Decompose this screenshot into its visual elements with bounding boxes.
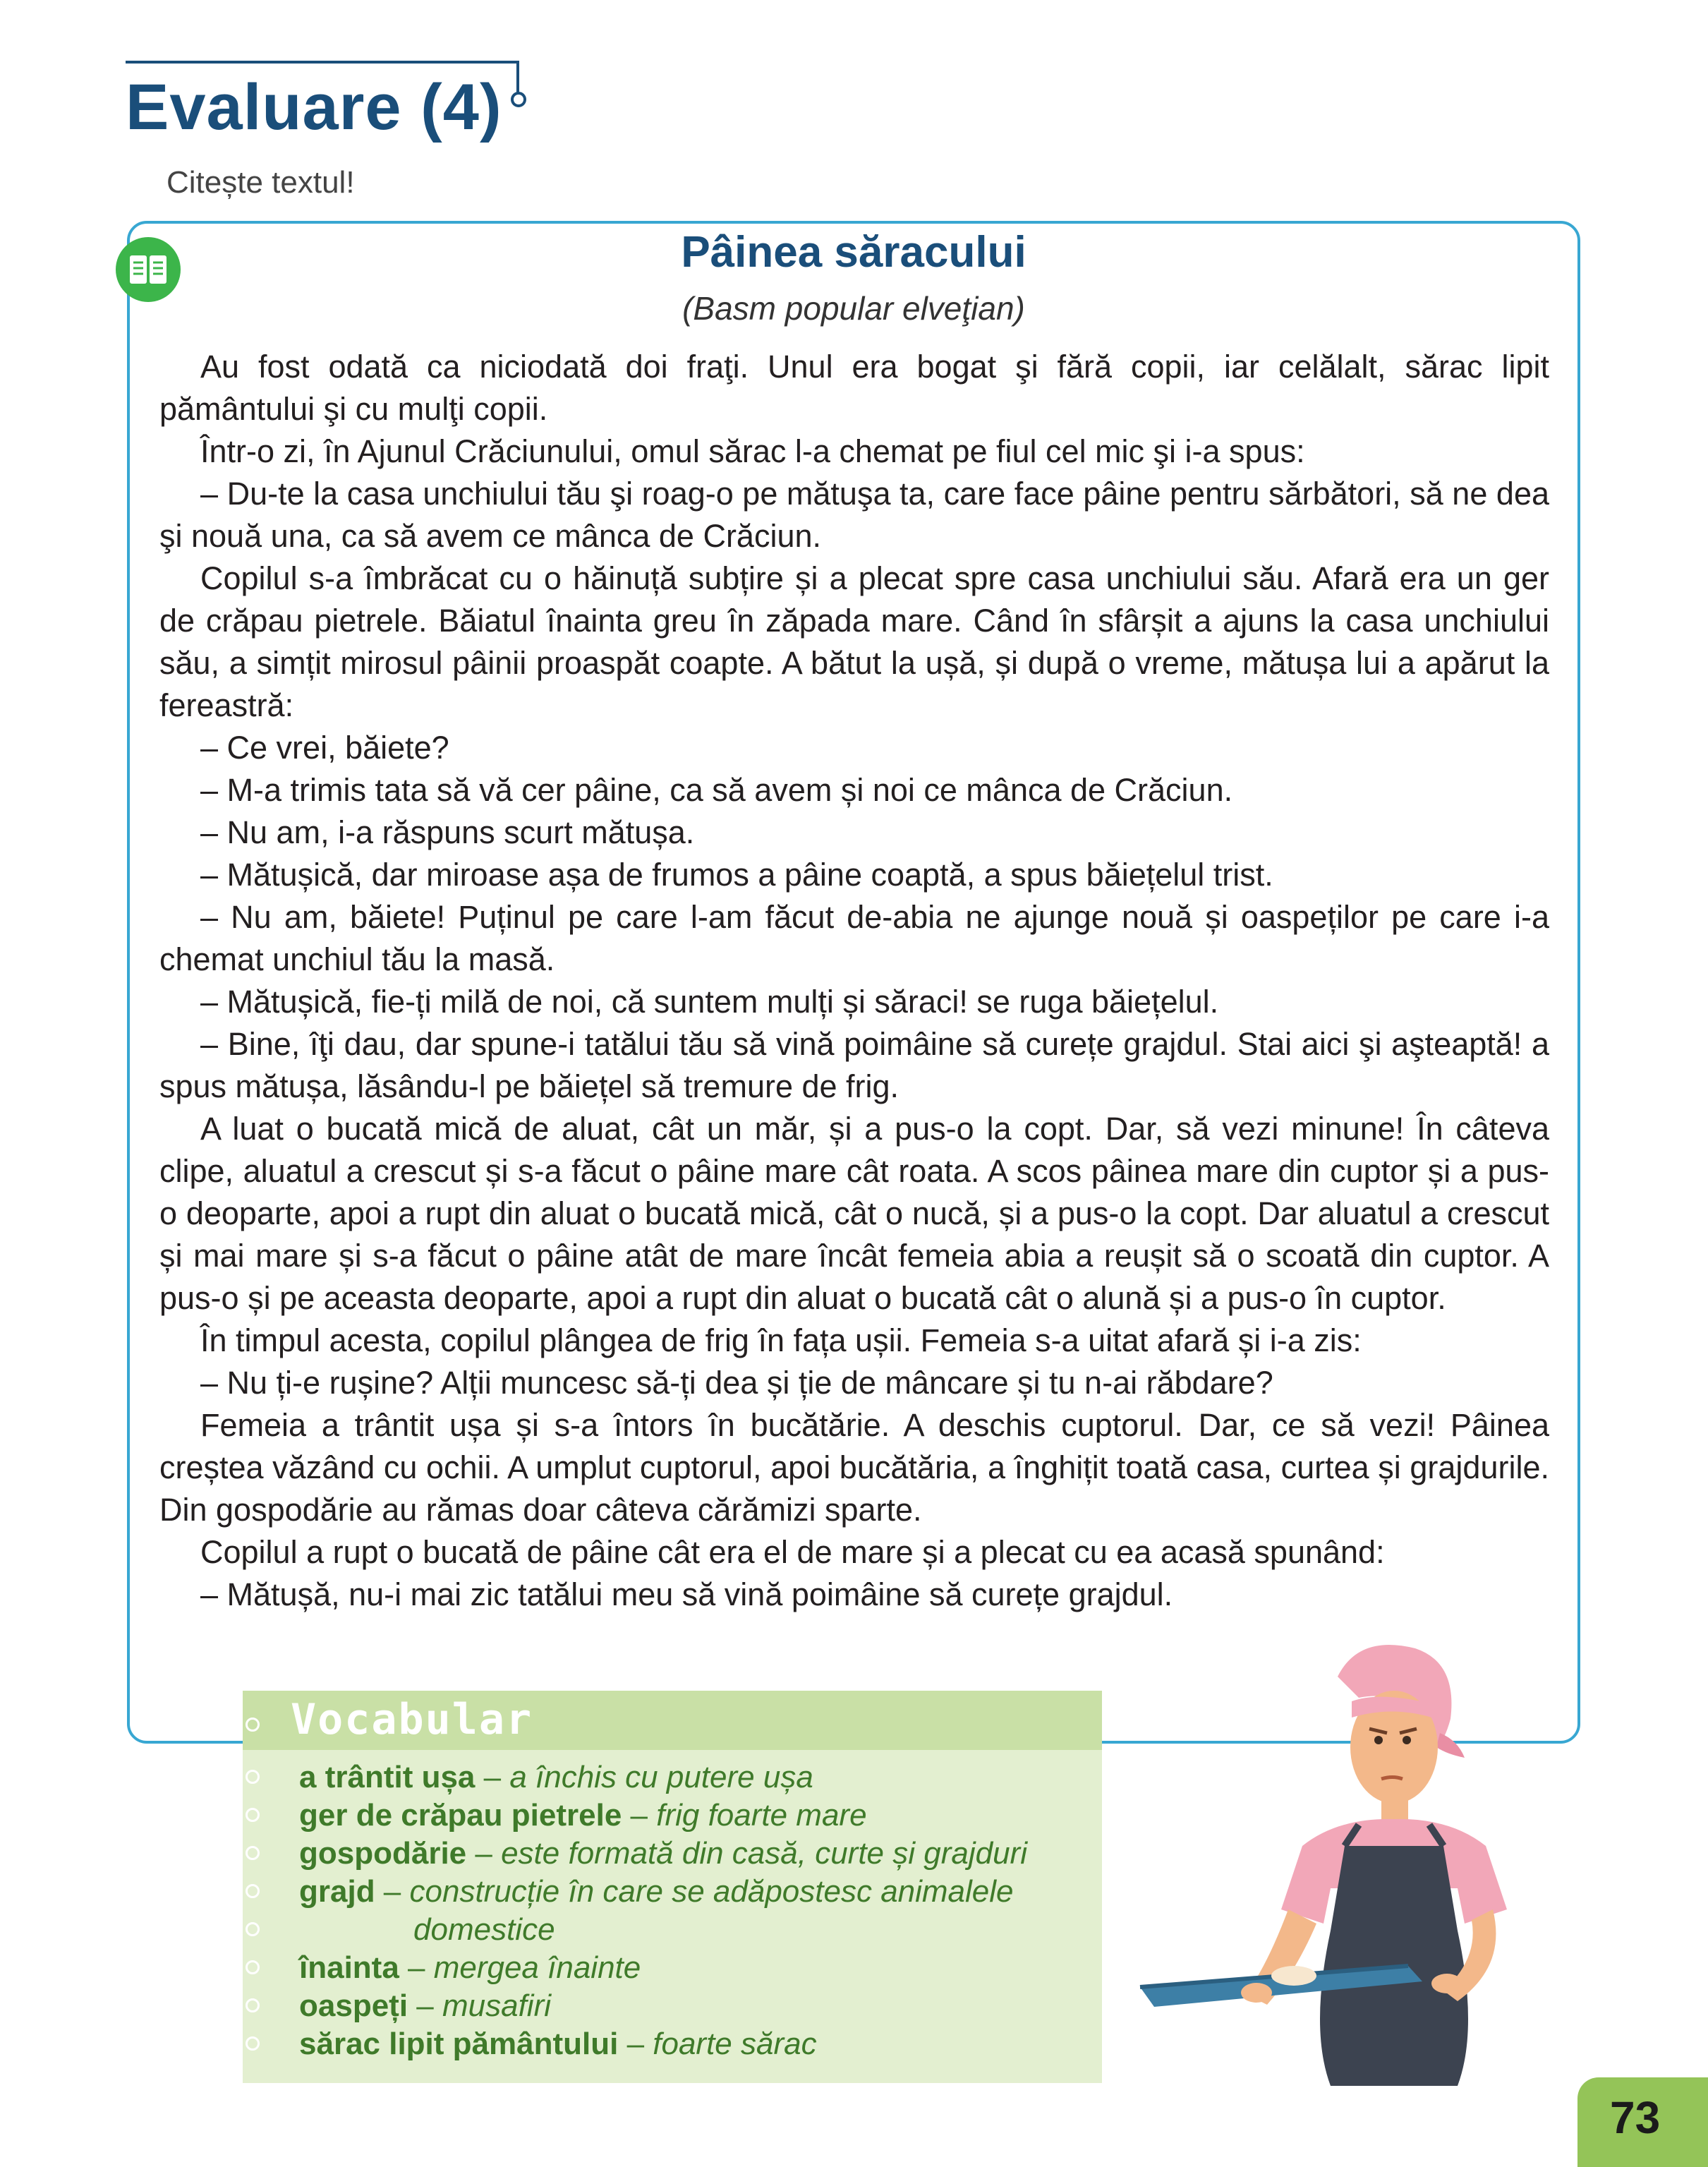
story-paragraph: – Bine, îţi dau, dar spune-i tatălui tău să vină poimâine să curețe grajdul. Stai aici şi aşteaptă! a spus mătușa, lăsându-l pe băiețel să tremure de frig. <box>159 1026 1549 1104</box>
ring-icon <box>246 2036 260 2051</box>
vocab-definition-continued: domestice <box>413 1912 555 1947</box>
story-paragraph: – Nu am, i-a răspuns scurt mătușa. <box>200 814 695 850</box>
vocab-definition: frig foarte mare <box>656 1798 867 1833</box>
ring-icon <box>246 1922 260 1936</box>
story-paragraph: – Du-te la casa unchiului tău şi roag-o pe mătuşa ta, care face pâine pentru sărbători, să ne dea şi nouă una, ca să avem ce mânca de Crăciun. <box>159 476 1549 554</box>
vocabulary-item: grajd – construcție în care se adăpostesc animalele domestice <box>299 1873 1027 1949</box>
vocabulary-item: gospodărie – este formată din casă, curte și grajduri <box>299 1836 1027 1871</box>
vocabulary-item: înainta – mergea înainte <box>299 1950 641 1985</box>
ring-icon <box>246 1960 260 1974</box>
vocabulary-item: ger de crăpau pietrele – frig foarte mare <box>299 1798 867 1833</box>
vocabulary-header <box>243 1691 1102 1750</box>
vocab-definition: musafiri <box>442 1988 551 2023</box>
ring-icon <box>246 1770 260 1784</box>
story-paragraph: – M-a trimis tata să vă cer pâine, ca să avem și noi ce mânca de Crăciun. <box>200 772 1233 808</box>
vocabulary-item: oaspeți – musafiri <box>299 1988 551 2023</box>
page-number-tab <box>1577 2077 1708 2167</box>
vocab-definition: construcție în care se adăpostesc animalele <box>409 1874 1014 1909</box>
vocab-term: înainta <box>299 1950 399 1985</box>
story-paragraph: – Mătușă, nu-i mai zic tatălui meu să vină poimâine să curețe grajdul. <box>200 1576 1173 1612</box>
story-paragraph: – Mătușică, dar miroase așa de frumos a pâine coaptă, a spus băiețelul trist. <box>200 857 1273 893</box>
story-text <box>159 346 1549 1616</box>
story-paragraph: Copilul a rupt o bucată de pâine cât era el de mare și a plecat cu ea acasă spunând: <box>200 1534 1385 1570</box>
ring-icon <box>246 1718 260 1732</box>
page-number: 73 <box>1610 2092 1661 2143</box>
story-paragraph: În timpul acesta, copilul plângea de frig în fața ușii. Femeia s-a uitat afară și i-a zis: <box>200 1322 1362 1358</box>
baker-woman-illustration <box>1126 1634 1542 2086</box>
page-title: Evaluare (4) <box>126 71 502 143</box>
story-paragraph: Au fost odată ca niciodată doi fraţi. Unul era bogat şi fără copii, iar celălalt, sărac lipit pământului şi cu mulţi copii. <box>159 349 1549 427</box>
vocab-term: a trântit ușa <box>299 1760 476 1794</box>
title-rule-dot <box>511 92 526 107</box>
story-paragraph: – Nu ți-e rușine? Alții muncesc să-ți dea și ție de mâncare și tu n-ai răbdare? <box>200 1365 1273 1401</box>
story-paragraph: – Nu am, băiete! Puținul pe care l-am făcut de-abia ne ajunge nouă și oaspeților pe care i-a chemat unchiul tău la masă. <box>159 899 1549 977</box>
vocab-term: gospodărie <box>299 1836 467 1871</box>
story-paragraph: – Mătușică, fie-ți milă de noi, că suntem mulți și săraci! se ruga băiețelul. <box>200 984 1219 1020</box>
story-paragraph: Într-o zi, în Ajunul Crăciunului, omul sărac l-a chemat pe fiul cel mic şi i-a spus: <box>200 433 1305 469</box>
vocabulary-heading: Vocabular <box>291 1695 533 1744</box>
story-subtitle: (Basm popular elveţian) <box>682 290 1025 327</box>
vocab-definition: mergea înainte <box>433 1950 641 1985</box>
ring-icon <box>246 1846 260 1860</box>
title-rule <box>126 61 519 64</box>
vocabulary-panel <box>243 1750 1102 2083</box>
ring-icon <box>246 1998 260 2012</box>
vocab-term: oaspeți <box>299 1988 408 2023</box>
vocab-definition: este formată din casă, curte și grajduri <box>501 1836 1027 1871</box>
ring-icon <box>246 1884 260 1898</box>
story-paragraph: – Ce vrei, băiete? <box>200 730 449 766</box>
vocab-definition: a închis cu putere ușa <box>509 1760 813 1794</box>
ring-icon <box>246 1808 260 1822</box>
vocab-term: ger de crăpau pietrele <box>299 1798 622 1833</box>
story-title: Pâinea săracului <box>681 228 1026 277</box>
vocabulary-list <box>299 1758 1027 2063</box>
title-rule-drop <box>516 61 519 93</box>
vocab-term: grajd <box>299 1874 375 1909</box>
vocabulary-item: a trântit ușa – a închis cu putere ușa <box>299 1760 813 1794</box>
story-paragraph: Femeia a trântit ușa și s-a întors în bucătărie. A deschis cuptorul. Dar, ce să vezi! Pâinea creștea văzând cu ochii. A umplut cuptorul, apoi bucătăria, a înghițit toată casa, curtea și grajdurile. Din gospodărie au rămas doar câteva cărămizi sparte. <box>159 1407 1549 1528</box>
story-paragraph: A luat o bucată mică de aluat, cât un măr, și a pus-o la copt. Dar, să vezi minune! În câteva clipe, aluatul a crescut și s-a făcut o pâine mare cât roata. A scos pâinea mare din cuptor și a pus-o deoparte, apoi a rupt din aluat o bucată mică, cât o nucă, și a pus-o la copt. Dar aluatul a crescut și mai mare și s-a făcut o pâine atât de mare încât femeia abia a reușit să o scoată din cuptor. A pus-o și pe aceasta deoparte, apoi a rupt din aluat o bucată cât o alună și a pus-o în cuptor. <box>159 1111 1549 1316</box>
vocabulary-item: sărac lipit pământului – foarte sărac <box>299 2027 817 2061</box>
vocab-term: sărac lipit pământului <box>299 2027 619 2061</box>
vocab-definition: foarte sărac <box>653 2027 817 2061</box>
instruction-text: Citește textul! <box>166 165 355 200</box>
story-paragraph: Copilul s-a îmbrăcat cu o hăinuță subțire și a plecat spre casa unchiului său. Afară era un ger de crăpau pietrele. Băiatul înainta greu în zăpada mare. Când în sfârșit a ajuns la casa unchiului său, a simțit mirosul pâinii proaspăt coapte. A bătut la ușă, și după o vreme, mătușa lui a apărut la fereastră: <box>159 560 1549 723</box>
